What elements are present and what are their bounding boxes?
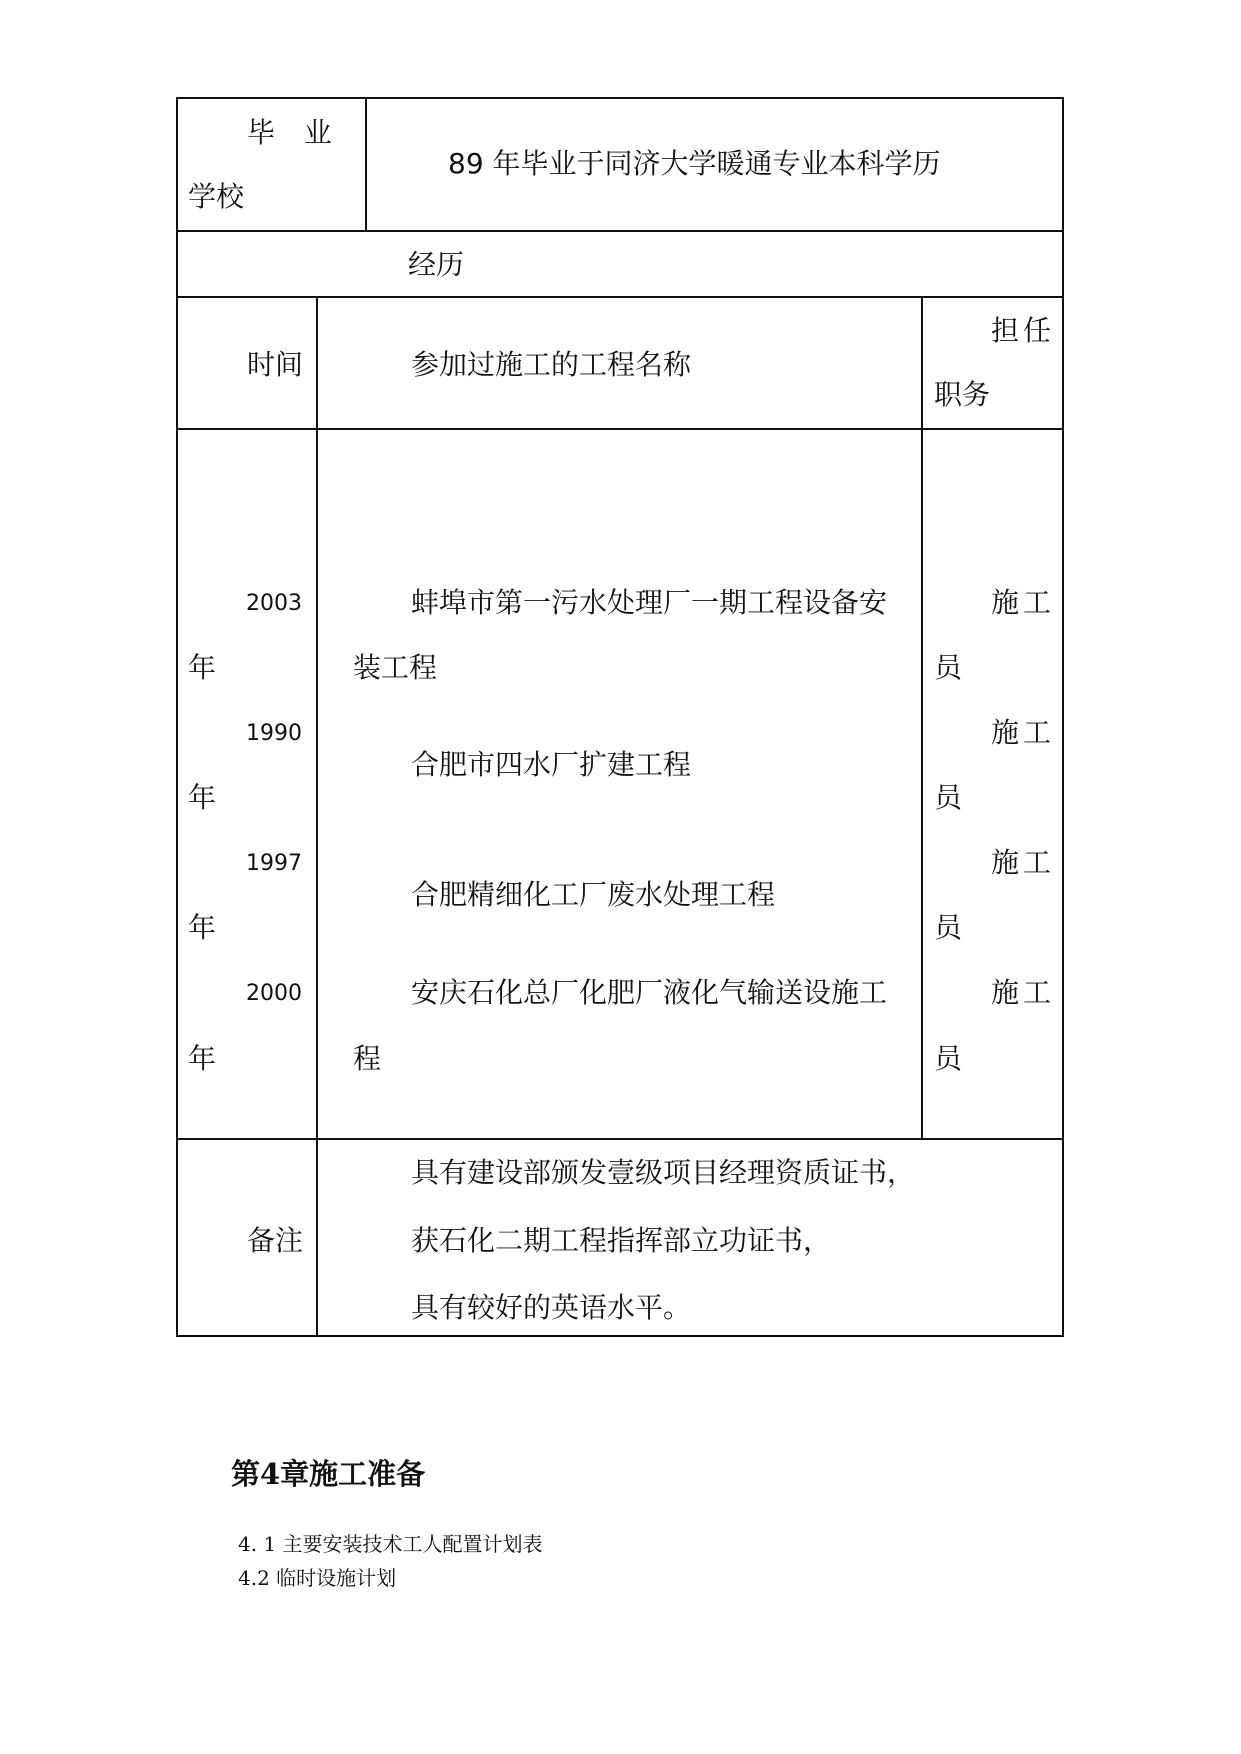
entry-project-line1: 合肥市四水厂扩建工程 [411, 748, 692, 781]
table-border-top [176, 97, 1064, 99]
role-column-divider [921, 296, 923, 1140]
table-border-row3 [176, 428, 1064, 430]
entry-project-line1: 蚌埠市第一污水处理厂一期工程设备安 [411, 586, 888, 619]
table-border-bottom [176, 1335, 1064, 1337]
entry-role-line2: 员 [934, 781, 963, 814]
toc-item: 4. 1 主要安装技术工人配置计划表 [238, 1532, 543, 1556]
entry-year: 2000 [246, 981, 302, 1006]
remarks-line: 获石化二期工程指挥部立功证书， [411, 1224, 832, 1257]
entry-role-line1: 施工 [991, 586, 1056, 619]
entry-role-line2: 员 [934, 911, 963, 944]
entry-role-line1: 施工 [991, 976, 1056, 1009]
chapter-title: 第4章施工准备 [231, 1457, 426, 1491]
header-role-line2: 职务 [934, 378, 991, 411]
entry-year-unit: 年 [188, 651, 217, 684]
entry-year-unit: 年 [188, 781, 217, 814]
table-border-row4 [176, 1138, 1064, 1140]
school-divider [365, 97, 367, 232]
remarks-line: 具有建设部颁发壹级项目经理资质证书， [411, 1156, 916, 1189]
table-border-row1 [176, 230, 1064, 232]
entry-project-line2: 程 [353, 1042, 382, 1075]
school-value-text: 89 年毕业于同济大学暖通专业本科学历 [448, 147, 941, 180]
entry-year: 2003 [246, 591, 302, 616]
school-value [448, 147, 941, 181]
experience-title: 经历 [408, 248, 465, 281]
entry-project-line1: 合肥精细化工厂废水处理工程 [411, 878, 776, 911]
header-role-line1: 担任 [991, 314, 1056, 347]
table-border-row2 [176, 296, 1064, 298]
toc-item: 4.2 临时设施计划 [238, 1566, 397, 1590]
entry-role-line2: 员 [934, 651, 963, 684]
time-column-divider [316, 296, 318, 1337]
entry-project-line2: 装工程 [353, 651, 438, 684]
remarks-line: 具有较好的英语水平。 [411, 1291, 692, 1324]
entry-year: 1990 [246, 721, 302, 746]
entry-role-line2: 员 [934, 1042, 963, 1075]
entry-year: 1997 [246, 851, 302, 876]
entry-year-unit: 年 [188, 911, 217, 944]
entry-role-line1: 施工 [991, 846, 1056, 879]
table-border-left [176, 97, 178, 1337]
entry-role-line1: 施工 [991, 716, 1056, 749]
remarks-label: 备注 [247, 1224, 304, 1257]
header-time: 时间 [247, 348, 304, 381]
header-project: 参加过施工的工程名称 [411, 348, 692, 381]
entry-year-unit: 年 [188, 1042, 217, 1075]
entry-project-line1: 安庆石化总厂化肥厂液化气输送设施工 [411, 976, 888, 1009]
school-label-line2: 学校 [188, 180, 245, 213]
table-border-right [1062, 97, 1064, 1337]
school-label-line1: 毕 业 [247, 116, 342, 149]
